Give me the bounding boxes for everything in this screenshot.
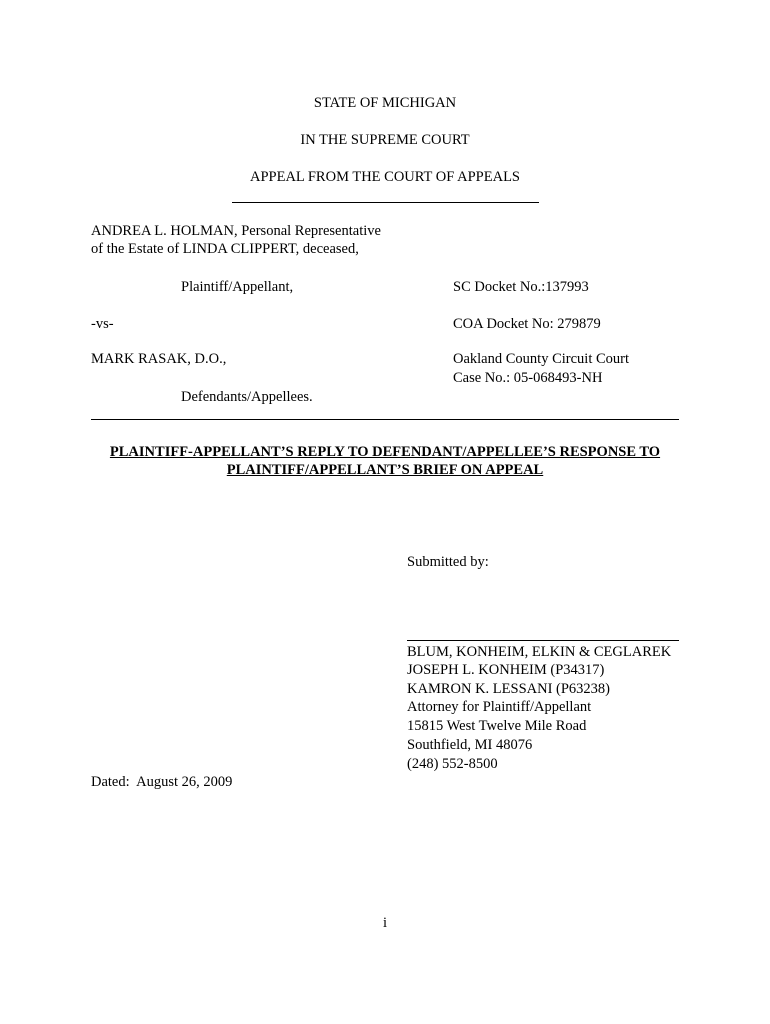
page-number: i bbox=[382, 915, 388, 931]
header-court: IN THE SUPREME COURT bbox=[300, 132, 470, 148]
defendant-role: Defendants/Appellees. bbox=[181, 389, 313, 405]
defendant-name: MARK RASAK, D.O., bbox=[91, 351, 227, 367]
coa-docket: COA Docket No: 279879 bbox=[453, 316, 601, 332]
caption-rule bbox=[91, 419, 679, 420]
header-state: STATE OF MICHIGAN bbox=[313, 95, 457, 111]
case-number: Case No.: 05-068493-NH bbox=[453, 370, 603, 386]
phone-number: (248) 552-8500 bbox=[407, 756, 498, 772]
address-line2: Southfield, MI 48076 bbox=[407, 737, 533, 753]
plaintiff-name-line2: of the Estate of LINDA CLIPPERT, deceased, bbox=[91, 241, 359, 257]
header-rule bbox=[232, 202, 539, 203]
brief-title-line1: PLAINTIFF-APPELLANT’S REPLY TO DEFENDANT/APPELLEE’S RESPONSE TO bbox=[109, 444, 661, 460]
header-appeal: APPEAL FROM THE COURT OF APPEALS bbox=[250, 169, 520, 185]
attorney-2: KAMRON K. LESSANI (P63238) bbox=[407, 681, 611, 697]
firm-name: BLUM, KONHEIM, ELKIN & CEGLAREK bbox=[407, 644, 672, 660]
plaintiff-role: Plaintiff/Appellant, bbox=[181, 279, 294, 295]
versus: -vs- bbox=[91, 316, 114, 332]
sc-docket: SC Docket No.:137993 bbox=[453, 279, 589, 295]
submitted-by-label: Submitted by: bbox=[407, 554, 489, 570]
plaintiff-name-line1: ANDREA L. HOLMAN, Personal Representative bbox=[91, 223, 381, 239]
dated-line: Dated: August 26, 2009 bbox=[91, 774, 233, 790]
brief-title-line2: PLAINTIFF/APPELLANT’S BRIEF ON APPEAL bbox=[226, 462, 544, 478]
signature-line bbox=[407, 640, 679, 641]
attorney-1: JOSEPH L. KONHEIM (P34317) bbox=[407, 662, 605, 678]
circuit-court: Oakland County Circuit Court bbox=[453, 351, 629, 367]
address-line1: 15815 West Twelve Mile Road bbox=[407, 718, 587, 734]
attorney-role: Attorney for Plaintiff/Appellant bbox=[407, 699, 592, 715]
